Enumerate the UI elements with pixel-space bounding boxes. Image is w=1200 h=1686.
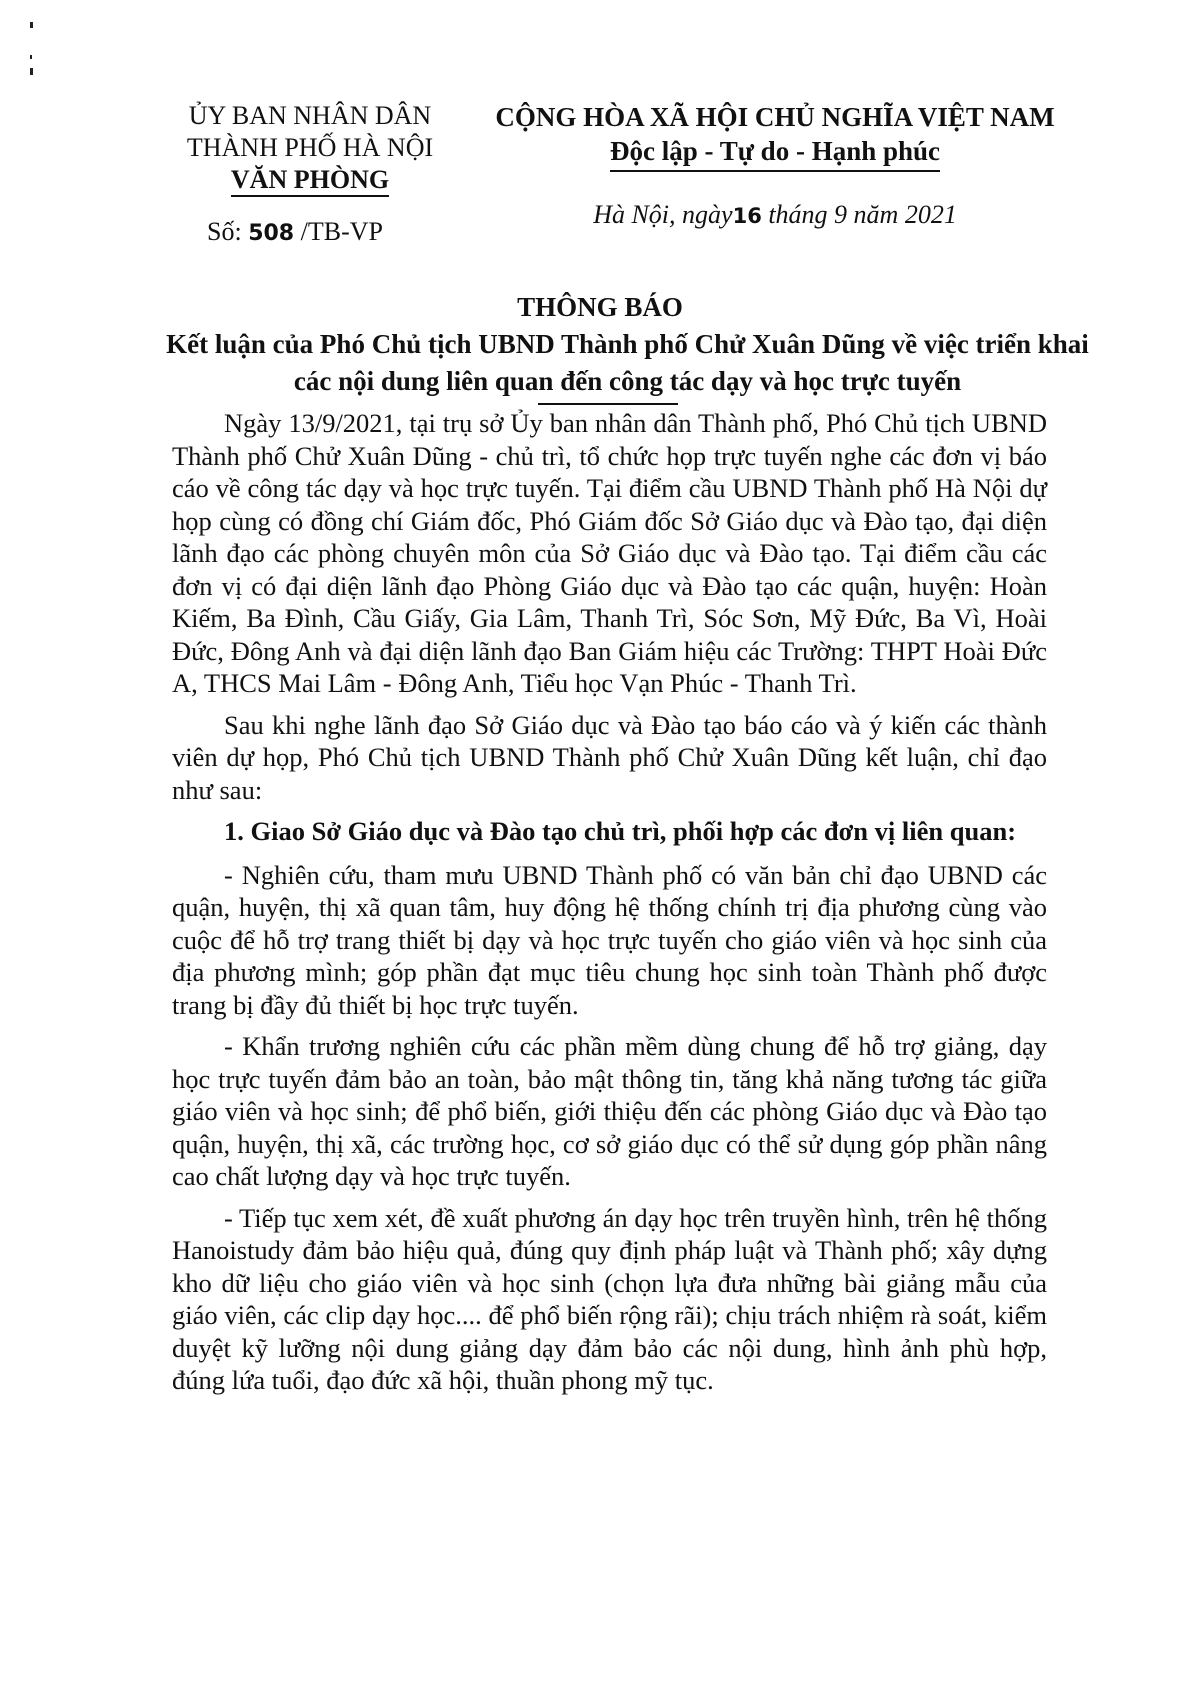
date-suffix: tháng 9 năm 2021 [768, 200, 957, 229]
doc-number-handwritten: 508 [248, 221, 295, 246]
org-line-1: ỦY BAN NHÂN DÂN [188, 101, 432, 130]
scan-mark-middle [30, 55, 32, 59]
org-line-2: THÀNH PHỐ HÀ NỘI [186, 133, 434, 162]
national-header [480, 100, 1070, 172]
date-day-handwritten: 16 [732, 204, 762, 228]
paragraph-meeting-info: Ngày 13/9/2021, tại trụ sở Ủy ban nhân dân Thành phố, Phó Chủ tịch UBND Thành phố Chử Xuân Dũng - chủ trì, tổ chức họp trực tuyến nghe các đơn vị báo cáo về công tác dạy và học trực tuyến. Tại điểm cầu UBND Thành phố Hà Nội dự họp cùng có đồng chí Giám đốc, Phó Giám đốc Sở Giáo dục và Đào tạo, đại diện lãnh đạo các phòng chuyên môn của Sở Giáo dục và Đào tạo. Tại điểm cầu các đơn vị có đại diện lãnh đạo Phòng Giáo dục và Đào tạo các quận, huyện: Hoàn Kiếm, Ba Đình, Cầu Giấy, Gia Lâm, Thanh Trì, Sóc Sơn, Mỹ Đức, Ba Vì, Hoài Đức, Đông Anh và đại diện lãnh đạo Ban Giám hiệu các Trường: THPT Hoài Đức A, THCS Mai Lâm - Đông Anh, Tiểu học Vạn Phúc - Thanh Trì. [172, 408, 1047, 698]
title-divider [538, 403, 678, 405]
document-subtitle: Kết luận của Phó Chủ tịch UBND Thành phố Chử Xuân Dũng về việc triển khai các nội dung liên quan đến công tác dạy và học trực tuyến [166, 329, 1089, 396]
section-heading-1: 1. Giao Sở Giáo dục và Đào tạo chủ trì, phối hợp các đơn vị liên quan: [224, 816, 1017, 846]
national-motto: Độc lập - Tự do - Hạnh phúc [610, 134, 940, 172]
paragraph-item-research-equipment: - Nghiên cứu, tham mưu UBND Thành phố có văn bản chỉ đạo UBND các quận, huyện, thị xã quan tâm, huy động hệ thống chính trị địa phương cùng vào cuộc để hỗ trợ trang thiết bị dạy và học trực tuyến cho giáo viên và học sinh của địa phương mình; góp phần đạt mục tiêu chung học sinh toàn Thành phố được trang bị đầy đủ thiết bị học trực tuyến. [172, 859, 1047, 1020]
doc-number-suffix: /TB-VP [300, 217, 383, 246]
document-number [207, 217, 383, 247]
paragraph-item-software: - Khẩn trương nghiên cứu các phần mềm dùng chung để hỗ trợ giảng, dạy học trực tuyến đảm bảo an toàn, bảo mật thông tin, tăng khả năng tương tác giữa giáo viên và học sinh; để phổ biến, giới thiệu đến các phòng Giáo dục và Đào tạo quận, huyện, thị xã, các trường học, cơ sở giáo dục có thể sử dụng góp phần nâng cao chất lượng dạy và học trực tuyến. [172, 1031, 1047, 1191]
doc-number-prefix: Số: [207, 217, 242, 246]
nation-name: CỘNG HÒA XÃ HỘI CHỦ NGHĨA VIỆT NAM [495, 102, 1055, 132]
date-prefix: Hà Nội, ngày [593, 200, 733, 229]
issue-date [480, 200, 1070, 230]
paragraph-conclusion-intro: Sau khi nghe lãnh đạo Sở Giáo dục và Đào tạo báo cáo và ý kiến các thành viên dự họp, Phó Chủ tịch UBND Thành phố Chử Xuân Dũng kết luận, chỉ đạo như sau: [172, 709, 1047, 805]
paragraph-item-television: - Tiếp tục xem xét, đề xuất phương án dạy học trên truyền hình, trên hệ thống Hanoistudy đảm bảo hiệu quả, đúng quy định pháp luật và Thành phố; xây dựng kho dữ liệu cho giáo viên và học sinh (chọn lựa đưa những bài giảng mẫu của giáo viên, các clip dạy học.... để phổ biến rộng rãi); chịu trách nhiệm rà soát, kiểm duyệt kỹ lưỡng nội dung giảng dạy đảm bảo các nội dung, hình ảnh phù hợp, đúng lứa tuổi, đạo đức xã hội, thuần phong mỹ tục. [172, 1202, 1047, 1395]
scan-mark-bottom [30, 68, 33, 75]
document-title: THÔNG BÁO [517, 292, 683, 322]
document-body [172, 407, 1047, 1406]
org-office: VĂN PHÒNG [231, 165, 389, 197]
scan-mark-top [30, 22, 33, 28]
issuing-authority [150, 100, 470, 197]
